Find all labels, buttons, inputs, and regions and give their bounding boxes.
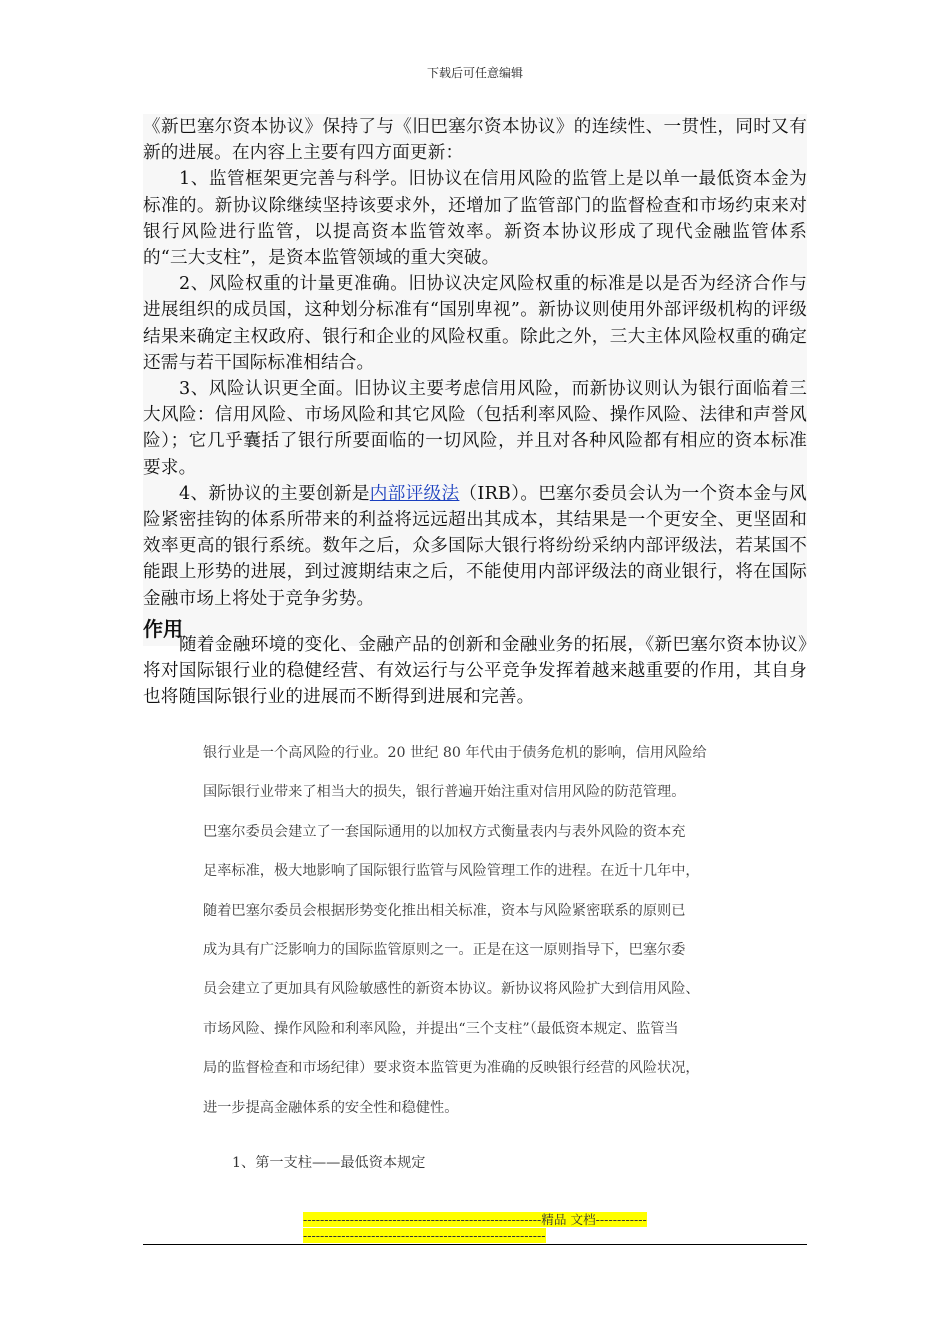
quote-block: [203, 734, 783, 1128]
irb-link[interactable]: 内部评级法: [369, 483, 460, 504]
paragraph-point-2: 2、风险权重的计量更准确。旧协议决定风险权重的标准是以是否为经济合作与进展组织的成员国，这种划分标准有“国别卑视”。新协议则使用外部评级机构的评级结果来确定主权政府、银行和企业的风险权重。除此之外，三大主体风险权重的确定还需与若干国际标准相结合。: [143, 274, 807, 373]
quote-line: 员会建立了更加具有风险敏感性的新资本协议。新协议将风险扩大到信用风险、: [203, 981, 700, 998]
footer-banner: [303, 1212, 647, 1244]
paragraph-intro: 《新巴塞尔资本协议》保持了与《旧巴塞尔资本协议》的连续性、一贯性，同时又有新的进展。在内容上主要有四方面更新：: [143, 117, 807, 164]
quote-line: 成为具有广泛影响力的国际监管原则之一。正是在这一原则指导下，巴塞尔委: [203, 942, 686, 959]
quote-line: 银行业是一个高风险的行业。20 世纪 80 年代由于债务危机的影响，信用风险给: [203, 745, 707, 761]
section-heading: 作用: [143, 616, 183, 641]
quote-line: 市场风险、操作风险和利率风险，并提出“三个支柱”（最低资本规定、监管当: [203, 1020, 679, 1037]
point-4-lead: 4、新协议的主要创新是: [179, 483, 370, 504]
paragraph-point-1: 1、监管框架更完善与科学。旧协议在信用风险的监管上是以单一最低资本金为标准的。新协议除继续坚持该要求外，还增加了监管部门的监督检查和市场约束来对银行风险进行监管，以提高资本监管效率。新资本协议形成了现代金融监管体系的“三大支柱”，是资本监管领域的重大突破。: [143, 169, 807, 269]
quote-line: 足率标准，极大地影响了国际银行监管与风险管理工作的进程。在近十几年中，: [203, 863, 700, 880]
footer-text: --------------------------------------------------------精品 文档---------------------------------------------------------------------: [303, 1212, 647, 1243]
footer-rule: [143, 1244, 807, 1245]
header-note: 下载后可任意编辑: [426, 66, 523, 80]
quote-line: 国际银行业带来了相当大的损失，银行普遍开始注重对信用风险的防范管理。: [203, 784, 686, 801]
quote-line: 巴塞尔委员会建立了一套国际通用的以加权方式衡量表内与表外风险的资本充: [203, 823, 686, 840]
paragraph-point-4: [143, 481, 807, 612]
subitem-pillar-1: 1、第一支柱——最低资本规定: [232, 1155, 426, 1171]
paragraph-point-3: 3、风险认识更全面。旧协议主要考虑信用风险，而新协议则认为银行面临着三大风险：信用风险、市场风险和其它风险（包括利率风险、操作风险、法律和声誉风险）；它几乎囊括了银行所要面临的一切风险，并且对各种风险都有相应的资本标准要求。: [143, 379, 807, 478]
content-block: [143, 114, 807, 646]
paragraph-role: 随着金融环境的变化、金融产品的创新和金融业务的拓展，《新巴塞尔资本协议》将对国际银行业的稳健经营、有效运行与公平竞争发挥着越来越重要的作用，其自身也将随国际银行业的进展而不断得到进展和完善。: [143, 635, 807, 708]
quote-line: 局的监督检查和市场纪律）要求资本监管更为准确的反映银行经营的风险状况，: [203, 1060, 700, 1077]
quote-line: 随着巴塞尔委员会根据形势变化推出相关标准，资本与风险紧密联系的原则已: [203, 902, 686, 919]
quote-line: 进一步提高金融体系的安全性和稳健性。: [203, 1099, 459, 1116]
point-4-rest: （IRB）。巴塞尔委员会认为一个资本金与风险紧密挂钩的体系所带来的利益将远远超出其成本，其结果是一个更安全、更坚固和效率更高的银行系统。数年之后，众多国际大银行将纷纷采纳内部评级法，若某国不能跟上形势的进展，到过渡期结束之后，不能使用内部评级法的商业银行，将在国际金融市场上将处于竞争劣势。: [143, 483, 807, 609]
